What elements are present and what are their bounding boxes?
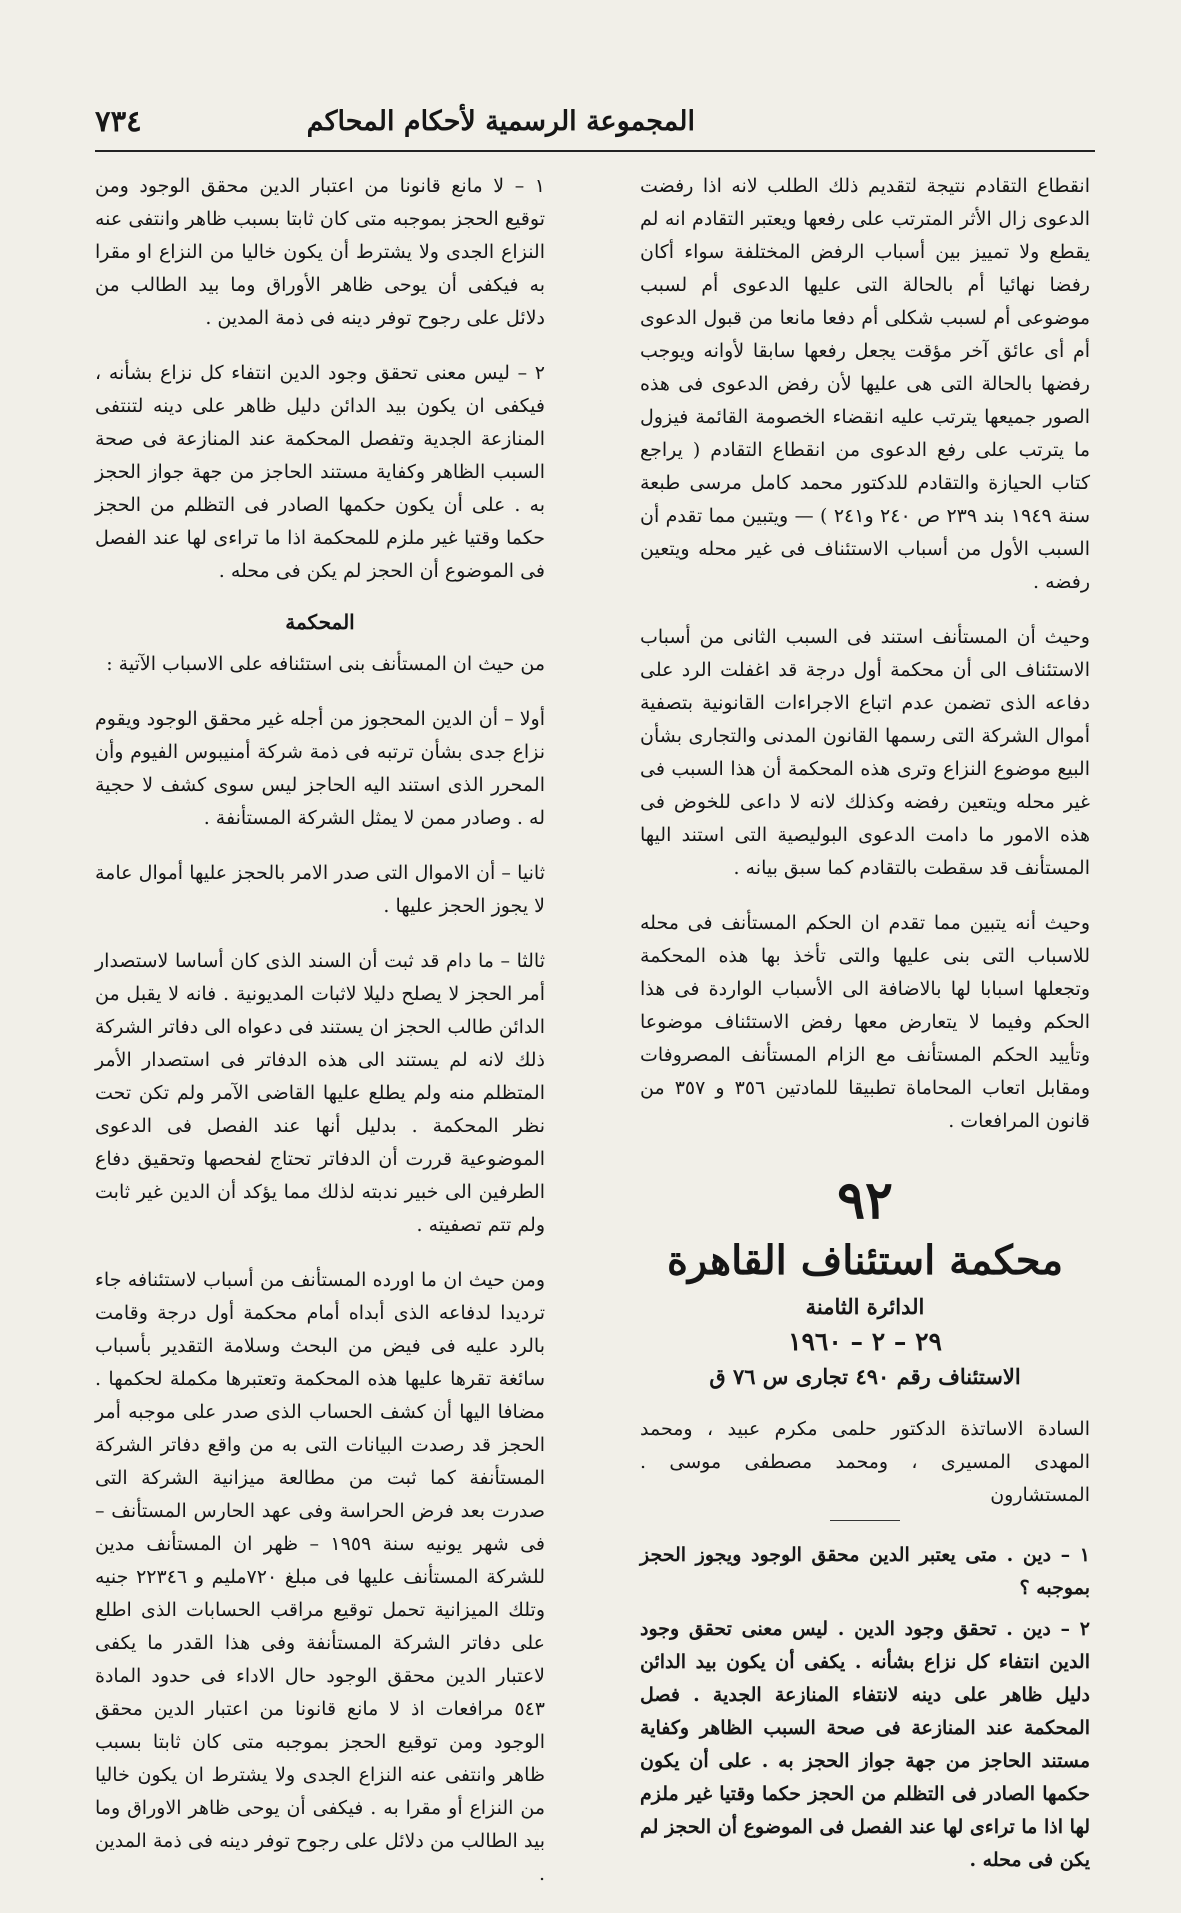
left-column bbox=[95, 170, 545, 1913]
principle-paragraph: ١ – لا مانع قانونا من اعتبار الدين محقق الوجود ومن توقيع الحجز بموجبه متى كان ثابتا بسبب ظاهر وانتفى عنه النزاع الجدى ولا يشترط أن يكون خاليا من النزاع او مقرا به فيكفى أن يوحى ظاهر الأوراق وما بيد الطالب من دلائل على رجوح توفر دينه فى ذمة المدين . bbox=[95, 175, 545, 329]
divider bbox=[830, 1520, 900, 1521]
ruling-paragraph: من حيث ان المستأنف بنى استئنافه على الاسباب الآتية : bbox=[106, 653, 545, 675]
page-number: ٧٣٤ bbox=[95, 104, 142, 138]
ruling-paragraph: أولا – أن الدين المحجوز من أجله غير محقق الوجود ويقوم نزاع جدى بشأن ترتبه فى ذمة شركة أمنيبوس الفيوم وأن المحرر الذى استند اليه الحاجز ليس سوى كشف لا حجية له . وصادر ممن لا يمثل الشركة المستأنفة . bbox=[95, 708, 545, 829]
ruling-paragraph: ثانيا – أن الاموال التى صدر الامر بالحجز عليها أموال عامة لا يجوز الحجز عليها . bbox=[95, 862, 545, 917]
principle-paragraph: ٢ – ليس معنى تحقق وجود الدين انتفاء كل نزاع بشأنه ، فيكفى ان يكون بيد الدائن دليل ظاهر على دينه لتنتفى المنازعة الجدية وتفصل المحكمة عند المنازعة فى صحة السبب الظاهر وكفاية مستند الحاجز من جهة جواز الحجز به . على أن يكون حكمها الصادر فى التظلم من الحجز حكما وقتيا غير ملزم للمحكمة اذا ما تراءى لها عند الفصل فى الموضوع أن الحجز لم يكن فى محله . bbox=[95, 362, 545, 582]
court-circuit: الدائرة الثامنة bbox=[805, 1294, 925, 1319]
summary-item: ١ – دين . متى يعتبر الدين محقق الوجود ويجوز الحجز بموجبه ؟ bbox=[640, 1544, 1090, 1599]
case-summary bbox=[640, 1539, 1090, 1877]
body-paragraph: وحيث أن المستأنف استند فى السبب الثانى من أسباب الاستئناف الى أن محكمة أول درجة قد اغفلت الرد على دفاعه الذى تضمن عدم اتباع الاجراءات القانونية بتصفية أموال الشركة التى رسمها القانون المدنى والتجارى بشأن البيع موضوع النزاع وترى هذه المحكمة أن هذا السبب فى غير محله ويتعين رفضه وكذلك لانه لا داعى للخوض فى هذه الامور ما دامت الدعوى البوليصية التى استند اليها المستأنف قد سقطت بالتقادم كما سبق بيانه . bbox=[640, 626, 1090, 879]
body-paragraph: انقطاع التقادم نتيجة لتقديم ذلك الطلب لانه اذا رفضت الدعوى زال الأثر المترتب على رفعها ويعتبر التقادم انه لم يقطع ولا تمييز بين أسباب الرفض المختلفة سواء أكان رفضا نهائيا أم بالحالة التى عليها الدعوى أم لسبب موضوعى أم لسبب شكلى أم دفعا مانعا من قبول الدعوى أم أى عائق آخر مؤقت يجعل رفعها سابقا لأوانه ويوجب رفضها بالحالة التى هى عليها لأن رفض الدعوى فى هذه الصور جميعها يترتب عليه انقضاء الخصومة القائمة فيزول ما يترتب على رفع الدعوى من انقطاع التقادم ( يراجع كتاب الحيازة والتقادم للدكتور محمد كامل مرسى طبعة سنة ١٩٤٩ بند ٢٣٩ ص ٢٤٠ و٢٤١ ) — ويتبين مما تقدم أن السبب الأول من أسباب الاستئناف فى غير محله ويتعين رفضه . bbox=[640, 175, 1090, 593]
right-column bbox=[640, 170, 1090, 1885]
ruling-paragraph: ومن حيث ان ما اورده المستأنف من أسباب لاستئنافه جاء ترديدا لدفاعه الذى أبداه أمام محكمة أول درجة وقامت بالرد عليه فى فيض من البحث وسلامة التقدير بأسباب سائغة تقرها عليها هذه المحكمة وتعتبرها مكملة لحكمها . مضافا اليها أن كشف الحساب الذى صدر على موجبه أمر الحجز قد رصدت البيانات التى به من واقع دفاتر الشركة المستأنفة كما ثبت من مطالعة ميزانية الشركة التى صدرت بعد فرض الحراسة وفى عهد الحارس المستأنف – فى شهر يونيه سنة ١٩٥٩ – ظهر ان المستأنف مدين للشركة المستأنف عليها فى مبلغ ٧٢٠مليم و ٢٢٣٤٦ جنيه وتلك الميزانية تحمل توقيع مراقب الحسابات الذى اطلع على دفاتر الشركة المستأنفة وفى هذا القدر ما يكفى لاعتبار الدين محقق الوجود حال الاداء فى حدود المادة ٥٤٣ مرافعات اذ لا مانع قانونا من اعتبار الدين محقق الوجود ومن توقيع الحجز بموجبه متى كان ثابتا بسبب ظاهر وانتفى عنه النزاع الجدى ولا يشترط ان يكون خاليا من النزاع أو مقرا به . فيكفى أن يوحى ظاهر الاوراق وما بيد الطالب من دلائل على رجوح توفر دينه فى ذمة المدين . bbox=[95, 1269, 545, 1885]
page-title: المجموعة الرسمية لأحكام المحاكم bbox=[306, 106, 695, 137]
court-heading: المحكمة bbox=[285, 610, 355, 634]
case-number: ٩٢ bbox=[837, 1170, 893, 1231]
court-name: محكمة استئناف القاهرة bbox=[666, 1237, 1064, 1284]
body-paragraph: وحيث أنه يتبين مما تقدم ان الحكم المستأنف فى محله للاسباب التى بنى عليها والتى تأخذ بها هذه المحكمة وتجعلها اسبابا لها بالاضافة الى الأسباب الواردة فى هذا الحكم وفيما لا يتعارض معها رفض الاستئناف موضوعا وتأييد الحكم المستأنف مع الزام المستأنف المصروفات ومقابل اتعاب المحاماة تطبيقا للمادتين ٣٥٦ و ٣٥٧ من قانون المرافعات . bbox=[640, 912, 1091, 1132]
summary-item: ٢ – دين . تحقق وجود الدين . ليس معنى تحقق وجود الدين انتفاء كل نزاع بشأنه . يكفى أن يكون بيد الدائن دليل ظاهر على دينه لانتفاء المنازعة الجدية . فصل المحكمة عند المنازعة فى صحة السبب الظاهر وكفاية مستند الحاجز من جهة جواز الحجز به . على أن يكون حكمها الصادر فى التظلم من الحجز حكما وقتيا غير ملزم لها اذا ما تراءى لها عند الفصل فى الموضوع أن الحجز لم يكن فى محله . bbox=[640, 1618, 1090, 1871]
appeal-number: الاستئناف رقم ٤٩٠ تجارى س ٧٦ ق bbox=[709, 1364, 1021, 1389]
ruling-date: ٢٩ – ٢ – ١٩٦٠ bbox=[788, 1327, 942, 1356]
page-header bbox=[95, 100, 1095, 152]
ruling-paragraph: ثالثا – ما دام قد ثبت أن السند الذى كان أساسا لاستصدار أمر الحجز لا يصلح دليلا لاثبات المديونية . فانه لا يقبل من الدائن طالب الحجز ان يستند فى دعواه الى دفاتر الشركة ذلك لانه لم يستند الى هذه الدفاتر فى استصدار الأمر المتظلم منه ولم يطلع عليها القاضى الآمر ولم تكن تحت نظر المحكمة . بدليل أنها عند الفصل فى الدعوى الموضوعية قررت أن الدفاتر تحتاج لفحصها وتحقيق دفاع الطرفين الى خبير ندبته لذلك مما يؤكد أن الدين غير ثابت ولم تتم تصفيته . bbox=[95, 950, 546, 1236]
judges-list: السادة الاساتذة الدكتور حلمى مكرم عبيد ، ومحمد المهدى المسيرى ، ومحمد مصطفى موسى . المستشارون bbox=[640, 1418, 1090, 1506]
